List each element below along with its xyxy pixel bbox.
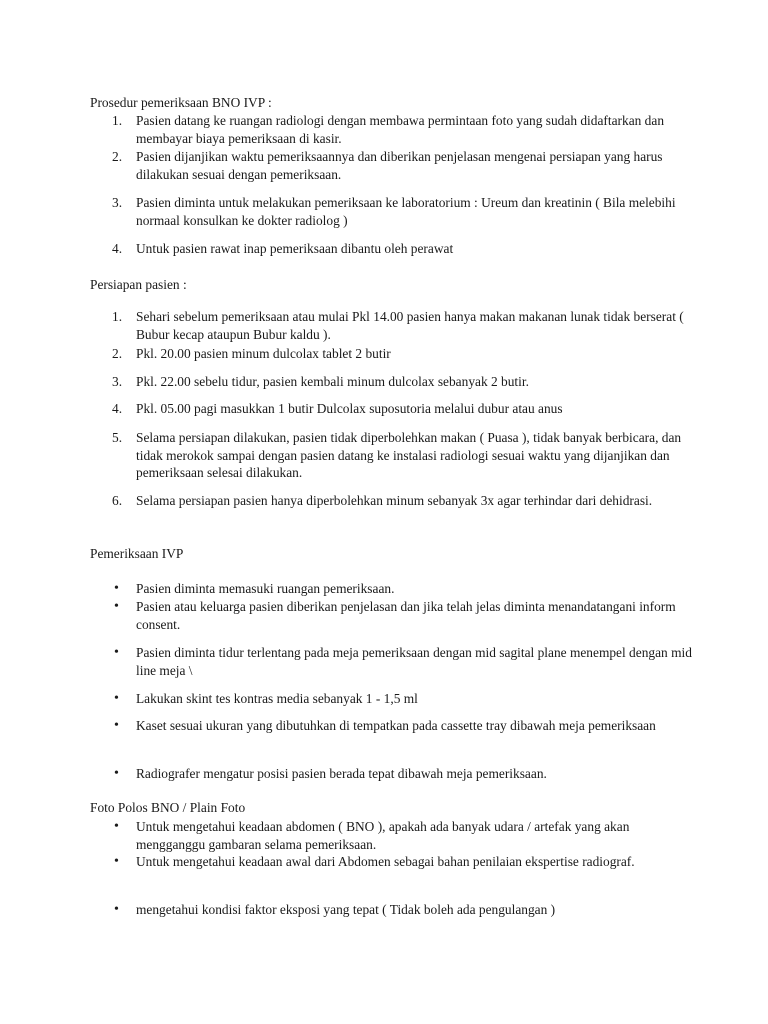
list-item xyxy=(90,240,698,258)
list-item-text: Selama persiapan pasien hanya diperbolehkan minum sebanyak 3x agar terhindar dari dehidrasi. xyxy=(136,493,653,508)
list-number: 5. xyxy=(112,430,123,445)
list-item-text: Untuk mengetahui keadaan awal dari Abdomen sebagai bahan penilaian ekspertise radiograf. xyxy=(136,854,635,869)
list-item xyxy=(90,690,698,708)
list-item-text: Lakukan skint tes kontras media sebanyak 1 - 1,5 ml xyxy=(136,691,418,706)
list-item-text: Untuk mengetahui keadaan abdomen ( BNO ), apakah ada banyak udara / artefak yang akan mengganggu gambaran selama pemeriksaan. xyxy=(136,819,630,852)
list-item-text: Pasien diminta untuk melakukan pemeriksaan ke laboratorium : Ureum dan kreatinin ( Bila melebihi normaal konsulkan ke dokter radiolog ) xyxy=(136,195,676,228)
list-item-text: Pasien datang ke ruangan radiologi dengan membawa permintaan foto yang sudah didaftarkan dan membayar biaya pemeriksaan di kasir. xyxy=(136,113,665,146)
list-item xyxy=(90,373,698,391)
list-item xyxy=(90,853,698,871)
list-item-text: Pkl. 22.00 sebelu tidur, pasien kembali minum dulcolax sebanyak 2 butir. xyxy=(136,374,529,389)
list-item-text: Pasien diminta tidur terlentang pada meja pemeriksaan dengan mid sagital plane menempel dengan mid line meja \ xyxy=(136,645,692,678)
list-item-text: mengetahui kondisi faktor eksposi yang tepat ( Tidak boleh ada pengulangan ) xyxy=(136,902,556,917)
list-item xyxy=(90,194,698,229)
bullet-marker: • xyxy=(114,766,119,781)
list-number: 2. xyxy=(112,346,123,361)
list-number: 1. xyxy=(112,309,123,324)
list-item xyxy=(90,345,698,363)
section-heading-foto-polos: Foto Polos BNO / Plain Foto xyxy=(90,800,246,815)
list-item xyxy=(90,765,698,783)
list-item-text: Pasien atau keluarga pasien diberikan penjelasan dan jika telah jelas diminta menandatangani inform consent. xyxy=(136,599,676,632)
list-item-text: Kaset sesuai ukuran yang dibutuhkan di tempatkan pada cassette tray dibawah meja pemeriksaan xyxy=(136,718,656,733)
bullet-marker: • xyxy=(114,902,119,917)
list-item-text: Pkl. 20.00 pasien minum dulcolax tablet 2 butir xyxy=(136,346,391,361)
list-item-text: Pasien diminta memasuki ruangan pemeriksaan. xyxy=(136,581,395,596)
list-number: 6. xyxy=(112,493,123,508)
bullet-marker: • xyxy=(114,691,119,706)
list-number: 4. xyxy=(112,401,123,416)
list-item-text: Pkl. 05.00 pagi masukkan 1 butir Dulcolax suposutoria melalui dubur atau anus xyxy=(136,401,563,416)
section-heading-prosedur: Prosedur pemeriksaan BNO IVP : xyxy=(90,95,272,110)
list-number: 1. xyxy=(112,113,123,128)
list-item xyxy=(90,580,698,598)
list-item xyxy=(90,429,698,482)
list-item xyxy=(90,644,698,679)
list-item-text: Radiografer mengatur posisi pasien berada tepat dibawah meja pemeriksaan. xyxy=(136,766,547,781)
bullet-marker: • xyxy=(114,645,119,660)
list-item-text: Sehari sebelum pemeriksaan atau mulai Pkl 14.00 pasien hanya makan makanan lunak tidak berserat ( Bubur kecap ataupun Bubur kaldu ). xyxy=(136,309,684,342)
list-item xyxy=(90,148,698,183)
list-item xyxy=(90,598,698,633)
list-number: 2. xyxy=(112,149,123,164)
section-heading-persiapan: Persiapan pasien : xyxy=(90,277,187,292)
list-item-text: Selama persiapan dilakukan, pasien tidak diperbolehkan makan ( Puasa ), tidak banyak berbicara, dan tidak merokok sampai dengan pasien datang ke instalasi radiologi sesuai waktu yang dijanjikan dan pemeriksaan selesai dilakukan. xyxy=(136,430,682,480)
list-number: 3. xyxy=(112,374,123,389)
list-item xyxy=(90,818,698,853)
bullet-marker: • xyxy=(114,718,119,733)
list-item xyxy=(90,901,698,919)
list-item xyxy=(90,308,698,343)
list-item xyxy=(90,492,698,510)
bullet-marker: • xyxy=(114,599,119,614)
section-heading-pemeriksaan-ivp: Pemeriksaan IVP xyxy=(90,546,184,561)
list-item-text: Pasien dijanjikan waktu pemeriksaannya dan diberikan penjelasan mengenai persiapan yang harus dilakukan sesuai dengan pemeriksaan. xyxy=(136,149,663,182)
list-item xyxy=(90,717,698,735)
list-number: 4. xyxy=(112,241,123,256)
bullet-marker: • xyxy=(114,581,119,596)
list-number: 3. xyxy=(112,195,123,210)
list-item xyxy=(90,400,698,418)
bullet-marker: • xyxy=(114,854,119,869)
list-item-text: Untuk pasien rawat inap pemeriksaan dibantu oleh perawat xyxy=(136,241,454,256)
list-item xyxy=(90,112,698,147)
bullet-marker: • xyxy=(114,819,119,834)
